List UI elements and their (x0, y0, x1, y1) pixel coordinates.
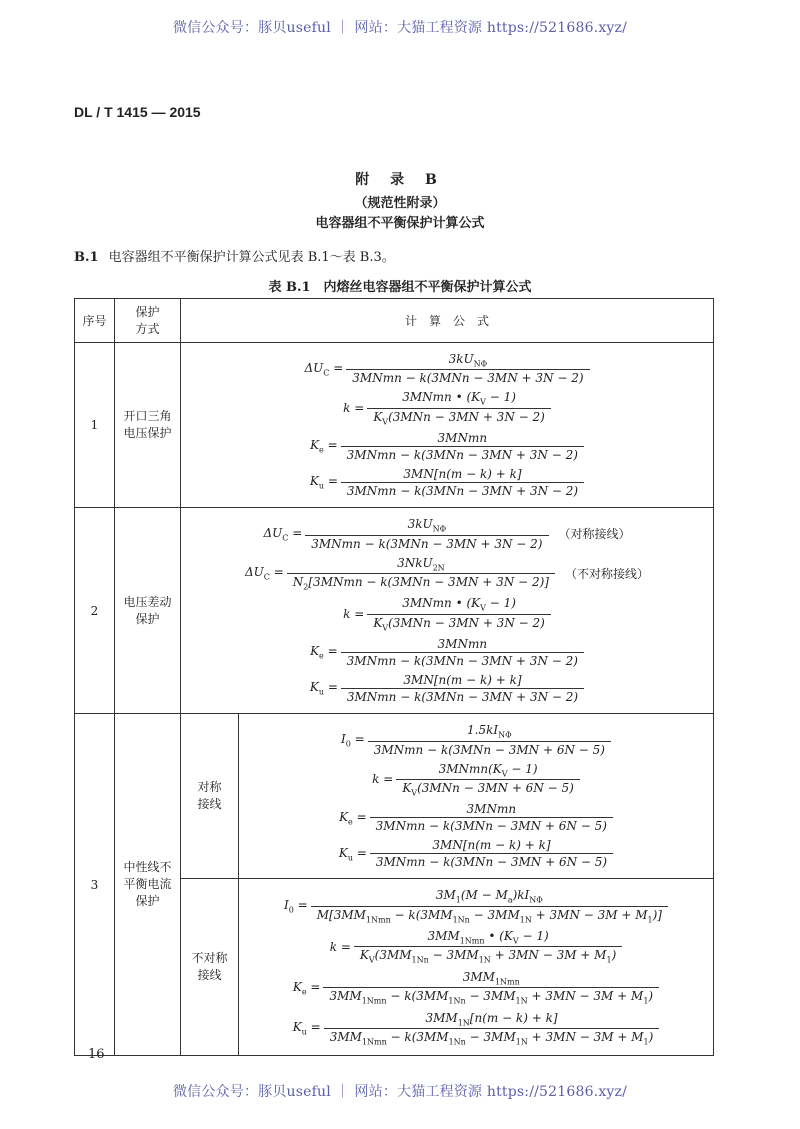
formula-lhs: $K_u$ = (309, 680, 338, 697)
table-row (75, 508, 714, 714)
formula-denominator: 3MNmn − k(3MNn − 3MN + 6N − 5) (368, 741, 611, 757)
formula-fraction (346, 352, 589, 385)
formula-cell (181, 508, 714, 714)
formula-denominator: $K_V(3MNn - 3MN + 3N - 2)$ (367, 614, 551, 632)
formula-numerator: 3MN[n(m − k) + k] (432, 838, 551, 853)
formula-denominator: 3MNmn − k(3MNn − 3MN + 3N − 2) (341, 652, 584, 668)
formula (245, 1011, 707, 1047)
appendix-subtitle: （规范性附录） (354, 196, 446, 211)
formula (245, 723, 707, 756)
row-mode-text: 电压差动 保护 (123, 594, 172, 626)
formula (245, 762, 707, 798)
subrow-label (181, 879, 239, 1056)
formula-fraction (324, 1011, 660, 1047)
formula-numerator: 3MNmn • $(K_V - 1)$ (402, 596, 516, 613)
formula (245, 929, 707, 965)
formula-numerator: $3kU_{N\Phi}$ (448, 352, 488, 369)
formula-note: （不对称接线） (564, 566, 649, 581)
formula (187, 467, 707, 498)
formula-denominator: $K_V(3MM_{1Nn} - 3MM_{1N} + 3MN - 3M + M_1)$ (354, 946, 622, 964)
formula-denominator: 3MNmn − k(3MNn − 3MN + 6N − 5) (370, 817, 613, 833)
formula (187, 673, 707, 704)
formula-note: （对称接线） (558, 527, 631, 542)
formula-lhs: k = (343, 401, 365, 416)
formula-numerator: $3MNmn(K_V - 1)$ (438, 761, 538, 778)
formula (245, 888, 707, 924)
row-no: 3 (75, 714, 115, 1056)
formula-lhs: $K_e$ = (310, 644, 338, 661)
formula-numerator: 3MNmn (437, 431, 488, 446)
clause-b1 (74, 246, 395, 265)
formula-lhs: $K_e$ = (310, 438, 338, 455)
formula-denominator: $3MM_{1Nmn} - k(3MM_{1Nn} - 3MM_{1N} + 3MN - 3M + M_1)$ (323, 987, 659, 1005)
formula-denominator: $N_2[3MNmn - k(3MNn - 3MN + 3N - 2)]$ (287, 573, 555, 591)
watermark-bottom: 微信公众号：豚贝useful ｜ 网站：大猫工程资源 https://521686.xyz/ (172, 1084, 628, 1100)
subrow-label-text: 不对称 接线 (191, 951, 228, 983)
formula-fraction (367, 596, 551, 632)
formula-lhs: k = (372, 772, 394, 787)
formula-denominator: 3MNmn − k(3MNn − 3MN + 3N − 2) (341, 482, 584, 498)
header-mode (115, 299, 181, 343)
formula-denominator: 3MNmn − k(3MNn − 3MN + 6N − 5) (370, 853, 613, 869)
formula-lhs: $\Delta U_C$ = (304, 360, 344, 377)
formula-lhs: $K_e$ = (292, 979, 321, 996)
formula-denominator: $M[3MM_{1Nmn} - k(3MM_{1Nn} - 3MM_{1N} + 3MN - 3M + M_1)]$ (311, 906, 668, 924)
table-caption: 表 B.1 内熔丝电容器组不平衡保护计算公式 (268, 280, 532, 295)
formula-denominator: $K_V(3MNn - 3MN + 6N - 5)$ (396, 779, 580, 797)
row-mode-text: 中性线不 平衡电流 保护 (123, 860, 172, 909)
formula-fraction (396, 762, 580, 798)
formula-lhs: $K_u$ = (309, 474, 338, 491)
page-number: 16 (88, 1047, 105, 1062)
formula-denominator: 3MNmn − k(3MNn − 3MN + 3N − 2) (341, 688, 584, 704)
formula (187, 556, 707, 592)
formula-numerator: $1.5kI_{N\Phi}$ (467, 723, 512, 740)
formula-numerator: $3kU_{N\Phi}$ (407, 517, 447, 534)
formula-cell (239, 879, 714, 1056)
clause-text: 电容器组不平衡保护计算公式见表 B.1～表 B.3。 (108, 250, 395, 265)
formula-fraction (341, 673, 584, 704)
formula-cell (181, 343, 714, 508)
formula-fraction (287, 556, 555, 592)
formula-numerator: $3MM_{1N}[n(m - k) + k]$ (425, 1010, 558, 1028)
formula-denominator: $K_V(3MNn - 3MN + 3N - 2)$ (367, 408, 551, 426)
formula (187, 517, 707, 550)
formula-numerator: 3MNmn (466, 802, 517, 817)
formula-lhs: k = (329, 939, 351, 954)
formula-denominator: 3MNmn − k(3MNn − 3MN + 3N − 2) (341, 446, 584, 462)
formula-lhs: k = (343, 607, 365, 622)
header-mode-text: 保护 方式 (135, 304, 160, 336)
appendix-name: 电容器组不平衡保护计算公式 (315, 216, 485, 231)
formula-fraction (341, 637, 584, 668)
formula-numerator: 3MNmn • $(K_V - 1)$ (402, 390, 516, 407)
header-no: 序号 (75, 299, 115, 343)
formula-numerator: $3M_1(M - M_a)kI_{N\Phi}$ (435, 888, 543, 905)
formula-numerator: $3MM_{1Nmn}$ • $(K_V - 1)$ (427, 929, 549, 946)
formula (245, 802, 707, 833)
formula (245, 838, 707, 869)
formula-numerator: 3MNmn (437, 637, 488, 652)
formula-numerator: 3MN[n(m − k) + k] (403, 467, 522, 482)
formula-fraction (305, 517, 548, 550)
formula-fraction (368, 723, 611, 756)
formula-table (74, 298, 714, 1056)
formula-numerator: $3MM_{1Nmn}$ (462, 969, 520, 987)
subrow-label (181, 714, 239, 879)
appendix-title: 附 录 B (355, 172, 445, 188)
formula-fraction (354, 929, 622, 965)
table-row (75, 343, 714, 508)
formula-lhs: $I_0$ = (341, 731, 365, 749)
row-mode-text: 开口三角 电压保护 (123, 409, 172, 441)
formula (187, 596, 707, 632)
formula-fraction (370, 802, 613, 833)
formula-fraction (323, 970, 659, 1006)
formula-lhs: $K_e$ = (339, 809, 367, 826)
formula (187, 637, 707, 668)
row-no: 1 (75, 343, 115, 508)
formula-lhs: $\Delta U_C$ = (245, 565, 284, 582)
formula (245, 970, 707, 1006)
formula-numerator: 3NkU$_{2N}$ (397, 555, 445, 572)
formula-numerator: 3MN[n(m − k) + k] (403, 673, 522, 688)
formula-lhs: $K_u$ = (292, 1020, 321, 1037)
row-no: 2 (75, 508, 115, 714)
formula-fraction (341, 431, 584, 462)
subrow-label-text: 对称 接线 (197, 780, 222, 812)
row-mode (115, 714, 181, 1056)
header-formula: 计 算 公 式 (181, 299, 714, 343)
formula-lhs: $I_0$ = (284, 897, 308, 915)
formula-lhs: $\Delta U_C$ = (263, 525, 303, 543)
row-mode (115, 343, 181, 508)
formula-fraction (311, 888, 668, 924)
table-row (75, 714, 714, 879)
formula (187, 390, 707, 426)
clause-number: B.1 (74, 250, 99, 265)
formula-denominator: 3MNmn − k(3MNn − 3MN + 3N − 2) (346, 369, 589, 385)
table-header-row (75, 299, 714, 343)
formula (187, 352, 707, 385)
formula-lhs: $K_u$ = (338, 845, 367, 862)
formula-fraction (370, 838, 613, 869)
formula-fraction (341, 467, 584, 498)
row-mode (115, 508, 181, 714)
formula-fraction (367, 390, 551, 426)
watermark-top: 微信公众号：豚贝useful ｜ 网站：大猫工程资源 https://521686.xyz/ (172, 20, 628, 36)
formula-cell (239, 714, 714, 879)
formula-denominator: 3MNmn − k(3MNn − 3MN + 3N − 2) (305, 535, 548, 551)
formula-denominator: $3MM_{1Nmn} - k(3MM_{1Nn} - 3MM_{1N} + 3MN - 3M + M_1)$ (324, 1028, 660, 1046)
standard-code: DL / T 1415 — 2015 (74, 104, 201, 120)
formula (187, 431, 707, 462)
